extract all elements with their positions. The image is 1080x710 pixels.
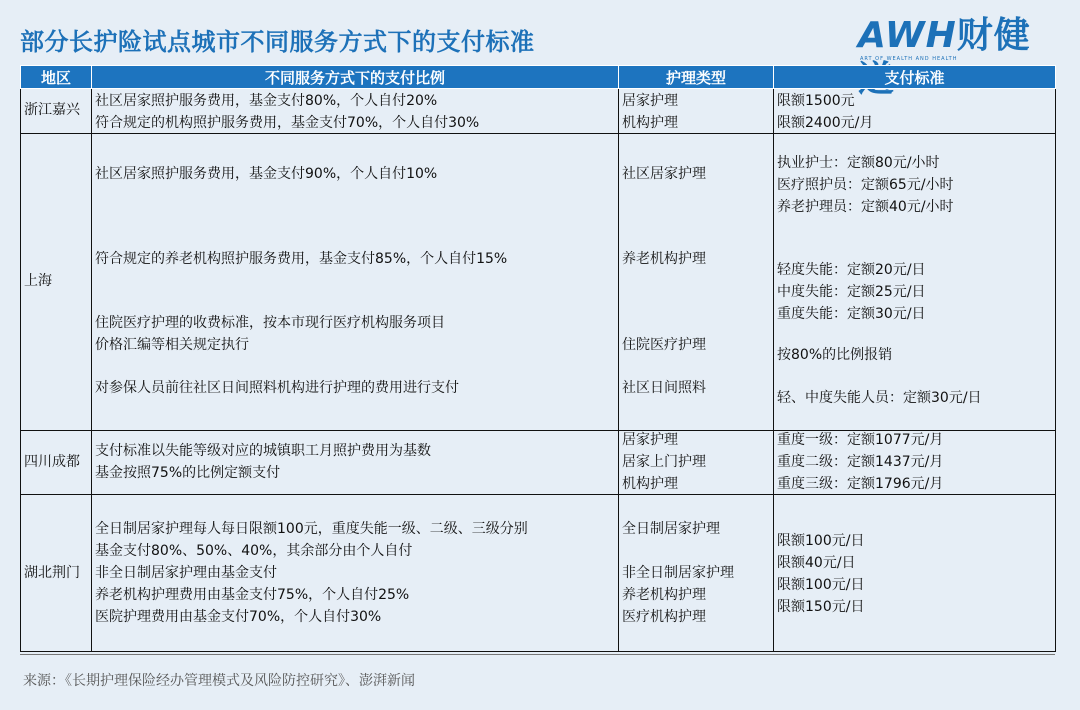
logo-text: AWH财健 (858, 15, 1031, 56)
payment-standard-table (20, 65, 1056, 652)
source-note: 来源：《长期护理保险经办管理模式及风险防控研究》、澎湃新闻 (23, 673, 415, 689)
type-cell: 居家护理 居家上门护理 机构护理 (619, 431, 774, 495)
table-row (21, 89, 1056, 134)
type-cell: 全日制居家护理 非全日制居家护理 养老机构护理 医疗机构护理 (619, 495, 774, 652)
ratio-cell: 社区居家照护服务费用，基金支付90%，个人自付10% 符合规定的养老机构照护服务费用，基金支付85%，个人自付15% 住院医疗护理的收费标准，按本市现行医疗机构服务项目 价格汇编等相关规定执行 对参保人员前往社区日间照料机构进行护理的费用进行支付 (92, 134, 619, 431)
region-cell: 浙江嘉兴 (21, 89, 92, 134)
header-care-type: 护理类型 (619, 66, 774, 89)
footer-divider (20, 654, 1055, 655)
standard-cell: 重度一级：定额1077元/月 重度二级：定额1437元/月 重度三级：定额1796元/月 (774, 431, 1056, 495)
ratio-cell: 社区居家照护服务费用，基金支付80%，个人自付20% 符合规定的机构照护服务费用，基金支付70%，个人自付30% (92, 89, 619, 134)
standard-cell: 执业护士：定额80元/小时 医疗照护员：定额65元/小时 养老护理员：定额40元/小时 轻度失能：定额20元/日 中度失能：定额25元/日 重度失能：定额30元/日 按80%的比例报销 轻、中度失能人员：定额30元/日 (774, 134, 1056, 431)
standard-cell: 限额100元/日 限额40元/日 限额100元/日 限额150元/日 (774, 495, 1056, 652)
type-cell: 居家护理 机构护理 (619, 89, 774, 134)
type-cell: 社区居家护理 养老机构护理 住院医疗护理 社区日间照料 (619, 134, 774, 431)
region-cell: 四川成都 (21, 431, 92, 495)
brand-logo (858, 14, 1056, 64)
ratio-cell: 全日制居家护理每人每日限额100元，重度失能一级、二级、三级分别 基金支付80%、50%、40%，其余部分由个人自付 非全日制居家护理由基金支付 养老机构护理费用由基金支付75%，个人自付25% 医院护理费用由基金支付70%，个人自付30% (92, 495, 619, 652)
logo-tagline: ART OF WEALTH AND HEALTH (860, 56, 958, 62)
table-row (21, 495, 1056, 652)
header-ratio: 不同服务方式下的支付比例 (92, 66, 619, 89)
table-row (21, 134, 1056, 431)
table-row (21, 431, 1056, 495)
region-cell: 上海 (21, 134, 92, 431)
region-cell: 湖北荆门 (21, 495, 92, 652)
ratio-cell: 支付标准以失能等级对应的城镇职工月照护费用为基数 基金按照75%的比例定额支付 (92, 431, 619, 495)
page-title: 部分长护险试点城市不同服务方式下的支付标准 (20, 28, 535, 56)
table-header-row (21, 66, 1056, 89)
standard-cell: 限额1500元 限额2400元/月 (774, 89, 1056, 134)
header-standard: 支付标准 (774, 66, 1056, 89)
header-region: 地区 (21, 66, 92, 89)
